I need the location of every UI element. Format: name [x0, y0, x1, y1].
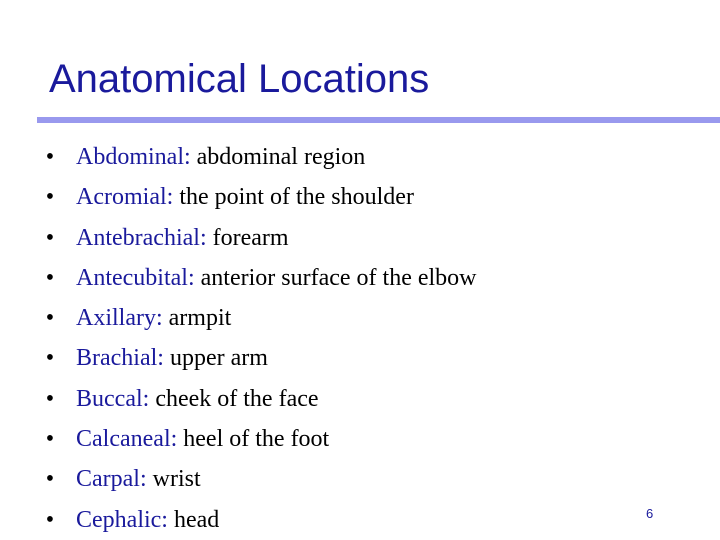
- page-number: 6: [646, 506, 654, 521]
- list-item: [42, 459, 477, 499]
- definition: heel of the foot: [177, 426, 330, 453]
- term: Calcaneal:: [76, 426, 178, 453]
- definition: armpit: [162, 305, 232, 332]
- bullet-icon: •: [45, 385, 55, 412]
- term: Antebrachial:: [76, 224, 207, 251]
- term: Antecubital:: [76, 264, 195, 291]
- bullet-icon: •: [45, 305, 55, 332]
- term: Axillary:: [76, 305, 163, 332]
- definition: abdominal region: [190, 144, 366, 170]
- bullet-icon: •: [45, 144, 55, 170]
- bullet-list: [42, 137, 477, 540]
- term: Buccal:: [76, 385, 150, 412]
- bullet-icon: •: [45, 184, 55, 211]
- bullet-icon: •: [45, 466, 55, 493]
- list-item: [42, 419, 477, 459]
- bullet-icon: •: [45, 264, 55, 291]
- definition: forearm: [206, 224, 289, 251]
- definition: upper arm: [163, 345, 268, 372]
- definition: head: [167, 506, 220, 533]
- term: Acromial:: [76, 184, 174, 211]
- definition: anterior surface of the elbow: [194, 264, 477, 291]
- list-item: [42, 500, 477, 540]
- list-item: [42, 379, 477, 419]
- definition: the point of the shoulder: [173, 184, 414, 211]
- list-item: [42, 298, 477, 338]
- term: Cephalic:: [76, 506, 168, 533]
- bullet-icon: •: [45, 506, 55, 533]
- list-item: [42, 137, 477, 177]
- bullet-icon: •: [45, 345, 55, 372]
- term: Brachial:: [76, 345, 164, 372]
- list-item: [42, 218, 477, 258]
- list-item: [42, 258, 477, 298]
- term: Carpal:: [76, 466, 147, 493]
- title-divider: [37, 117, 720, 123]
- bullet-icon: •: [45, 426, 55, 453]
- list-item: [42, 177, 477, 217]
- slide-title: Anatomical Locations: [49, 57, 430, 101]
- term: Abdominal:: [76, 144, 191, 170]
- bullet-icon: •: [45, 224, 55, 251]
- list-item: [42, 338, 477, 378]
- definition: cheek of the face: [149, 385, 319, 412]
- definition: wrist: [146, 466, 201, 493]
